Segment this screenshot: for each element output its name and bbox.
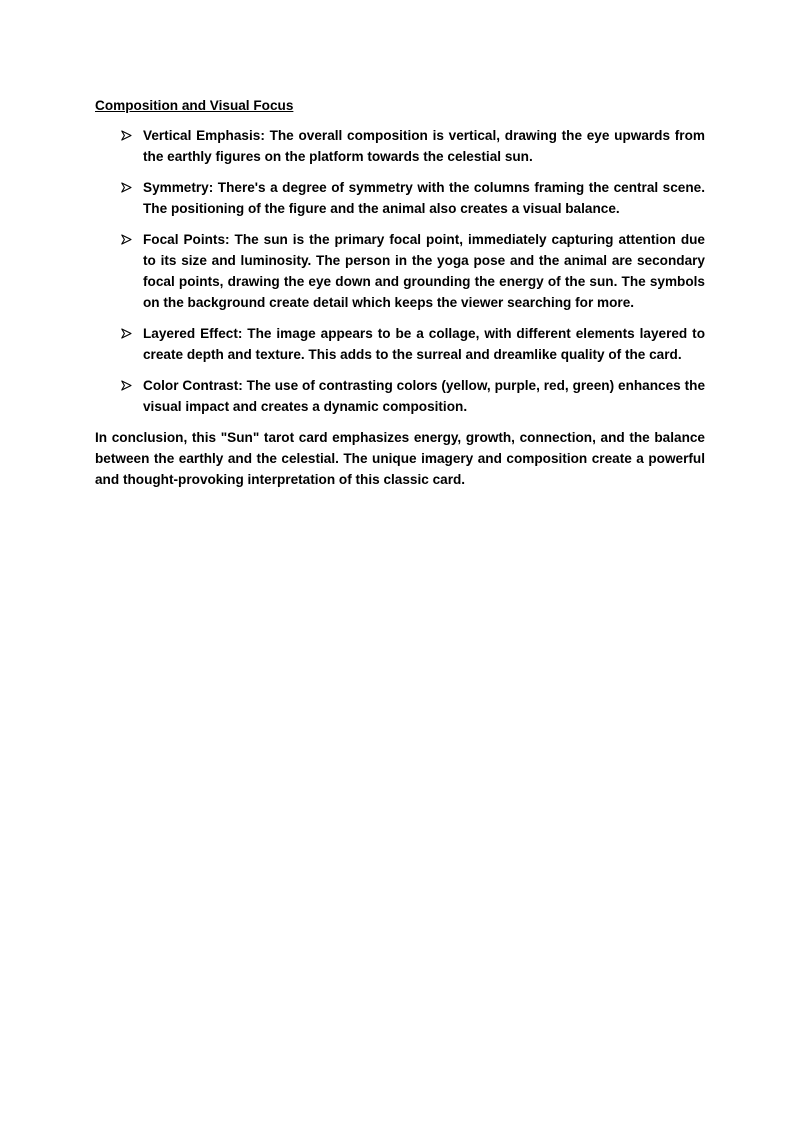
- list-item: [95, 125, 705, 167]
- document-body: [95, 95, 705, 490]
- bullet-list: [95, 125, 705, 417]
- list-item: [95, 229, 705, 313]
- bullet-text: Symmetry: There's a degree of symmetry with the columns framing the central scene. The positioning of the figure and the animal also creates a visual balance.: [143, 180, 705, 216]
- arrow-bullet-icon: [121, 375, 133, 396]
- list-item: [95, 375, 705, 417]
- conclusion-paragraph: In conclusion, this "Sun" tarot card emphasizes energy, growth, connection, and the balance between the earthly and the celestial. The unique imagery and composition create a powerful and thought-provoking interpretation of this classic card.: [95, 430, 705, 487]
- arrow-bullet-icon: [121, 229, 133, 250]
- section-heading: Composition and Visual Focus: [95, 98, 294, 113]
- arrow-bullet-icon: [121, 125, 133, 146]
- arrow-bullet-icon: [121, 177, 133, 198]
- list-item: [95, 323, 705, 365]
- bullet-text: Color Contrast: The use of contrasting colors (yellow, purple, red, green) enhances the visual impact and creates a dynamic composition.: [143, 378, 705, 414]
- bullet-text: Vertical Emphasis: The overall composition is vertical, drawing the eye upwards from the earthly figures on the platform towards the celestial sun.: [143, 128, 705, 164]
- bullet-text: Layered Effect: The image appears to be a collage, with different elements layered to create depth and texture. This adds to the surreal and dreamlike quality of the card.: [143, 326, 705, 362]
- list-item: [95, 177, 705, 219]
- bullet-text: Focal Points: The sun is the primary focal point, immediately capturing attention due to its size and luminosity. The person in the yoga pose and the animal are secondary focal points, drawing the eye down and grounding the energy of the sun. The symbols on the background create detail which keeps the viewer searching for more.: [143, 232, 705, 310]
- arrow-bullet-icon: [121, 323, 133, 344]
